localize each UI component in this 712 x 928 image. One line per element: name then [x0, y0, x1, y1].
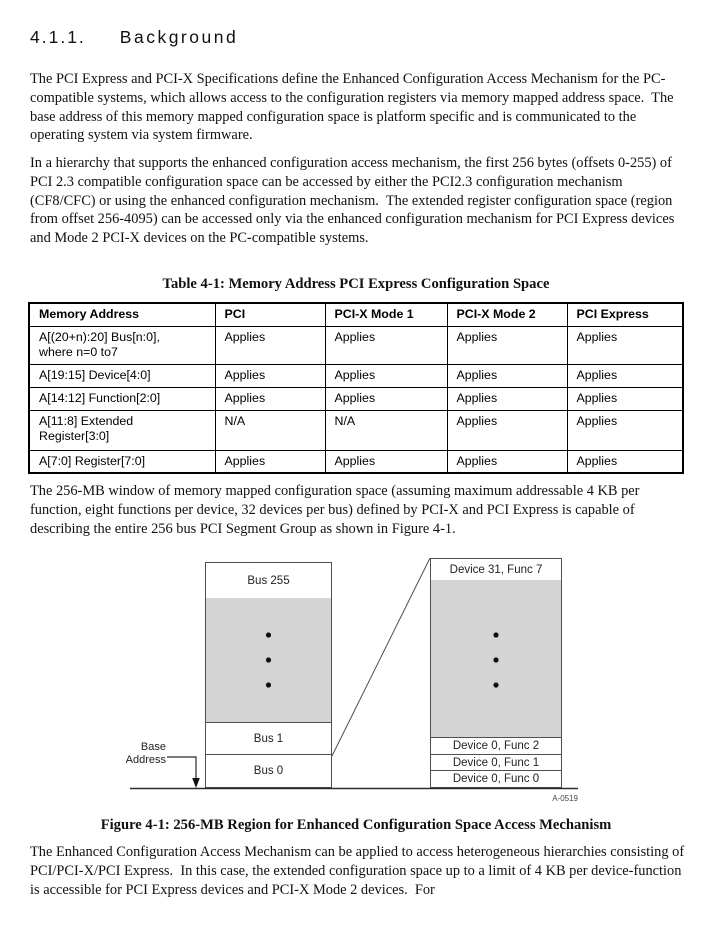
header-pcix-mode1: PCI-X Mode 1: [325, 303, 447, 326]
cell-value: Applies: [567, 450, 683, 473]
cell-value: Applies: [215, 364, 325, 387]
base-address-label: Base Address: [125, 741, 166, 766]
cell-value: Applies: [215, 450, 325, 473]
bus-0-cell: Bus 0: [206, 754, 331, 787]
bus-column-diagram: [205, 562, 332, 788]
expansion-diagonal-line: [332, 558, 430, 756]
paragraph-heterogeneous: The Enhanced Configuration Access Mechanism can be applied to access heterogeneous hierarchies consisting of PCI/PCI-X/PCI Express. In this case, the extended configuration space up to a limit of 4 KB per device-function is accessible for PCI Express devices and PCI-X Mode 2 devices. For: [30, 844, 688, 898]
header-pci-express: PCI Express: [567, 303, 683, 326]
cell-value: Applies: [447, 450, 567, 473]
cell-value: Applies: [325, 450, 447, 473]
section-title: Background: [119, 27, 239, 47]
cell-value: Applies: [447, 364, 567, 387]
cell-address: A[14:12] Function[2:0]: [29, 387, 215, 410]
cell-value: Applies: [325, 364, 447, 387]
figure-lines: [0, 545, 712, 815]
cell-value: Applies: [567, 410, 683, 450]
device-0-func-1-cell: Device 0, Func 1: [431, 754, 561, 770]
cell-value: Applies: [215, 387, 325, 410]
cell-address: A[7:0] Register[7:0]: [29, 450, 215, 473]
cell-address: A[(20+n):20] Bus[n:0], where n=0 to7: [29, 326, 215, 364]
artwork-id-label: A-0519: [552, 794, 578, 803]
paragraph-hierarchy: In a hierarchy that supports the enhanced configuration access mechanism, the first 256 bytes (offsets 0-255) of PCI 2.3 compatible configuration space can be accessed by either the PCI2.3 configuration mechanism (CF8/CFC) or using the enhanced configuration mechanism. The extended register configuration space (region from offset 256-4095) can be accessed only via the enhanced configuration mechanism for PCI Express devices and Mode 2 PCI-X devices on the PC-compatible systems.: [30, 155, 678, 247]
cell-value: Applies: [567, 387, 683, 410]
section-number: 4.1.1.: [30, 27, 86, 47]
header-memory-address: Memory Address: [29, 303, 215, 326]
device-0-func-2-cell: Device 0, Func 2: [431, 737, 561, 754]
paragraph-intro: The PCI Express and PCI-X Specifications define the Enhanced Configuration Access Mechanism for the PC-compatible systems, which allows access to the configuration registers via memory mapped address space. The base address of this memory mapped configuration space is platform specific and is communicated to the operating system via system firmware.: [30, 71, 678, 144]
cell-value: Applies: [447, 326, 567, 364]
cell-value: Applies: [325, 326, 447, 364]
cell-address: A[19:15] Device[4:0]: [29, 364, 215, 387]
device-0-func-0-cell: Device 0, Func 0: [431, 770, 561, 787]
header-pci: PCI: [215, 303, 325, 326]
device-ellipsis-region: [431, 580, 561, 737]
header-pcix-mode2: PCI-X Mode 2: [447, 303, 567, 326]
base-address-arrowhead: [192, 778, 200, 788]
bus-255-cell: Bus 255: [206, 563, 331, 598]
cell-value: Applies: [567, 326, 683, 364]
cell-value: Applies: [325, 387, 447, 410]
device-31-func-7-cell: Device 31, Func 7: [431, 559, 561, 580]
cell-value: N/A: [215, 410, 325, 450]
cell-value: Applies: [215, 326, 325, 364]
table-caption: Table 4-1: Memory Address PCI Express Configuration Space: [162, 276, 550, 292]
figure-caption: Figure 4-1: 256-MB Region for Enhanced Configuration Space Access Mechanism: [100, 817, 612, 833]
paragraph-window: The 256-MB window of memory mapped configuration space (assuming maximum addressable 4 KB per function, eight functions per device, 32 devices per bus) defined by PCI-X and PCI Express is capable of describing the entire 256 bus PCI Segment Group as shown in Figure 4-1.: [30, 483, 644, 537]
bus-ellipsis-region: [206, 598, 331, 722]
cell-value: Applies: [447, 410, 567, 450]
cell-value: Applies: [447, 387, 567, 410]
cell-address: A[11:8] Extended Register[3:0]: [29, 410, 215, 450]
cell-value: Applies: [567, 364, 683, 387]
base-address-leader-line: [167, 757, 196, 781]
bus-1-cell: Bus 1: [206, 722, 331, 754]
device-column-diagram: [430, 558, 562, 788]
cell-value: N/A: [325, 410, 447, 450]
